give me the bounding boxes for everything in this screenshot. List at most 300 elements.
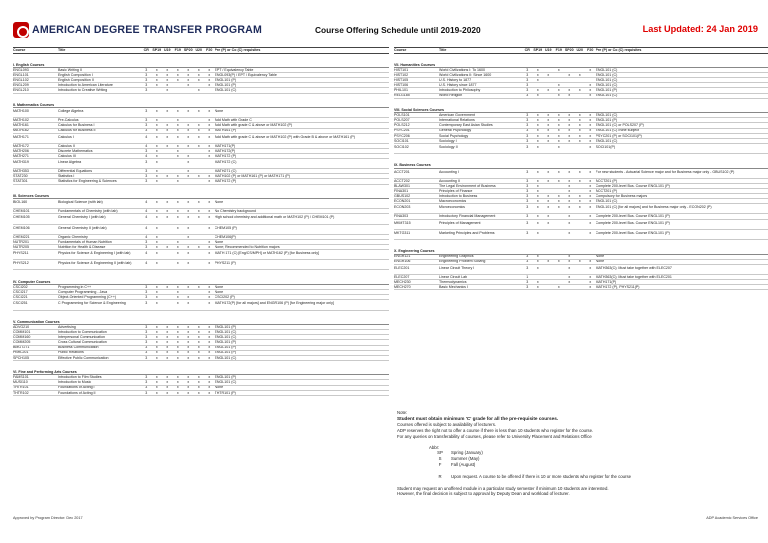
course-title: World Civilizations II: Since 1600: [439, 73, 492, 78]
term-offered-mark: x: [176, 375, 179, 380]
program-name: AMERICAN DEGREE TRANSFER PROGRAM: [32, 23, 263, 36]
credit-hours: 3: [145, 301, 148, 306]
term-offered-mark: x: [197, 380, 200, 385]
term-offered-mark: x: [166, 134, 169, 139]
section-heading: X. Engineering Courses: [394, 249, 768, 255]
course-code: CHEM105: [13, 215, 30, 220]
term-offered-mark: x: [547, 138, 550, 143]
term-offered-mark: x: [547, 259, 550, 264]
term-offered-mark: x: [536, 265, 539, 270]
credit-hours: 3: [145, 239, 148, 244]
term-offered-mark: x: [166, 78, 169, 83]
term-offered-mark: x: [578, 118, 581, 123]
term-offered-mark: x: [589, 205, 592, 210]
course-code: NUTR205: [13, 245, 29, 249]
term-offered-mark: x: [578, 169, 581, 174]
section-heading: I. English Courses: [13, 63, 389, 69]
course-code: BMGT271: [13, 345, 30, 350]
term-offered-mark: x: [208, 295, 211, 300]
course-title: The Legal Environment of Business: [439, 183, 496, 188]
term-offered-mark: x: [155, 154, 158, 158]
course-title: Sociology I: [439, 138, 457, 143]
course-title: U.S. History since 1877: [439, 83, 477, 88]
term-offered-mark: x: [536, 68, 539, 72]
course-title: American Government: [439, 113, 475, 118]
credit-hours: 3: [526, 93, 529, 98]
credit-hours: 3: [145, 123, 148, 128]
abbr-key: S: [438, 456, 442, 462]
term-offered-mark: x: [187, 335, 190, 340]
course-row: [13, 159, 389, 169]
term-offered-mark: x: [155, 160, 158, 165]
footer-approval: Approved by Program Director: Dec 2017: [13, 516, 83, 520]
col-cr: CR: [524, 48, 530, 53]
section-heading: VII. Humanities Courses: [394, 63, 768, 69]
term-offered-mark: x: [578, 138, 581, 143]
abbr-label: Abbr:: [429, 444, 440, 450]
term-offered-mark: x: [155, 179, 158, 184]
term-offered-mark: x: [197, 345, 200, 350]
term-offered-mark: x: [187, 251, 190, 256]
course-code: MATH161: [13, 123, 29, 128]
course-code: SOCI102: [394, 144, 409, 149]
term-offered-mark: x: [536, 214, 539, 219]
term-offered-mark: x: [176, 200, 179, 205]
course-title: Basic Writing II: [58, 68, 82, 72]
term-offered-mark: x: [547, 178, 550, 183]
page-header: [13, 20, 758, 42]
term-offered-mark: x: [208, 375, 211, 380]
course-title: Macroeconomics: [439, 199, 467, 204]
course-code: CSCI221: [13, 295, 28, 300]
term-offered-mark: x: [155, 234, 158, 239]
course-title: Calculus I: [58, 134, 74, 139]
prerequisite: THTR101 (P): [214, 390, 236, 395]
prerequisite: ENGL101 (P): [214, 83, 237, 88]
term-offered-mark: x: [208, 340, 211, 345]
term-offered-mark: x: [176, 128, 179, 133]
note-line: ADP reserves the right not to offer a course if there is less than 10 students who register for the course.: [397, 427, 594, 433]
term-offered-mark: x: [589, 93, 592, 98]
course-title: Effective Public Communication: [58, 355, 109, 360]
course-code: PHYS212: [13, 261, 29, 266]
credit-hours: 3: [145, 380, 148, 385]
term-offered-mark: x: [589, 285, 592, 289]
term-offered-mark: x: [557, 285, 560, 289]
term-offered-mark: x: [187, 109, 190, 114]
credit-hours: 3: [526, 118, 529, 123]
col-prereq: Pre (P) or Co (C) requisites: [595, 48, 642, 53]
prerequisite: None; Recommended to Nutrition majors: [214, 245, 280, 249]
course-code: ACCT201: [394, 169, 410, 174]
note-line: Courses offered is subject to availability of lecturers.: [397, 422, 497, 428]
term-offered-mark: x: [166, 330, 169, 335]
course-code: NUTR201: [13, 239, 29, 244]
term-offered-mark: x: [578, 194, 581, 198]
term-offered-mark: x: [197, 355, 200, 360]
course-title: Introductory Financial Management: [439, 214, 496, 219]
term-offered-mark: x: [557, 118, 560, 123]
course-code: ENGR106: [394, 259, 411, 264]
term-offered-mark: x: [547, 113, 550, 118]
prerequisite: ENGL101 (P): [214, 340, 237, 345]
term-offered-mark: x: [176, 380, 179, 385]
prerequisite: None: [214, 385, 224, 390]
course-title: Public Relations: [58, 350, 84, 355]
prerequisite: ENGL101 (P): [214, 325, 237, 330]
course-title: Microeconomics: [439, 205, 465, 210]
term-offered-mark: x: [187, 325, 190, 330]
term-offered-mark: x: [187, 174, 190, 179]
term-offered-mark: x: [589, 68, 592, 72]
term-offered-mark: x: [547, 133, 550, 138]
term-offered-mark: x: [547, 169, 550, 174]
term-offered-mark: x: [536, 88, 539, 93]
term-offered-mark: x: [536, 118, 539, 123]
term-offered-mark: x: [578, 73, 581, 78]
prerequisite: None: [595, 259, 605, 264]
term-offered-mark: x: [208, 73, 211, 78]
course-title: Calculus II: [58, 143, 75, 148]
course-code: MATH172: [13, 143, 29, 148]
course-row: [394, 94, 768, 99]
course-title: Basic Mechanics I: [439, 285, 468, 289]
col-term: SP20: [564, 48, 574, 53]
credit-hours: 3: [526, 133, 529, 138]
course-row: [13, 391, 389, 396]
course-row: [13, 260, 389, 270]
term-offered-mark: x: [208, 335, 211, 340]
term-offered-mark: x: [155, 385, 158, 390]
term-offered-mark: x: [166, 209, 169, 214]
course-code: ENGL101: [13, 73, 29, 78]
term-offered-mark: x: [166, 335, 169, 340]
course-title: English Composition I: [58, 73, 93, 78]
course-title: College Algebra: [58, 109, 84, 114]
term-offered-mark: x: [187, 68, 190, 72]
prerequisite: MATH172 (C): [214, 160, 237, 165]
term-offered-mark: x: [208, 83, 211, 88]
logo-icon: [13, 22, 29, 38]
term-offered-mark: x: [187, 160, 190, 165]
credit-hours: 3: [145, 174, 148, 179]
term-offered-mark: x: [155, 380, 158, 385]
prerequisite: ACCT201 (P): [595, 188, 618, 193]
credit-hours: 3: [145, 109, 148, 114]
term-offered-mark: x: [557, 169, 560, 174]
term-offered-mark: x: [536, 169, 539, 174]
term-offered-mark: x: [589, 194, 592, 198]
term-offered-mark: x: [197, 340, 200, 345]
course-row: [13, 214, 389, 224]
term-offered-mark: x: [187, 245, 190, 249]
term-offered-mark: x: [155, 350, 158, 355]
term-offered-mark: x: [536, 254, 539, 259]
term-offered-mark: x: [557, 178, 560, 183]
abbreviation-key: [429, 445, 747, 480]
term-offered-mark: x: [197, 88, 200, 93]
term-offered-mark: x: [197, 375, 200, 380]
term-offered-mark: x: [536, 178, 539, 183]
term-offered-mark: x: [536, 93, 539, 98]
term-offered-mark: x: [536, 78, 539, 83]
term-offered-mark: x: [176, 335, 179, 340]
course-code: THTR102: [13, 390, 29, 395]
course-code: COMM205: [13, 340, 31, 345]
term-offered-mark: x: [568, 194, 571, 198]
term-offered-mark: x: [208, 345, 211, 350]
term-offered-mark: x: [208, 285, 211, 289]
term-offered-mark: x: [155, 128, 158, 133]
credit-hours: 3: [526, 214, 529, 219]
term-offered-mark: x: [197, 174, 200, 179]
term-offered-mark: x: [208, 109, 211, 114]
term-offered-mark: x: [155, 245, 158, 249]
term-offered-mark: x: [176, 295, 179, 300]
credit-hours: 3: [526, 194, 529, 198]
abbr-value: Summer (May): [451, 456, 480, 462]
term-offered-mark: x: [155, 285, 158, 289]
term-offered-mark: x: [568, 113, 571, 118]
term-offered-mark: x: [536, 259, 539, 264]
term-offered-mark: x: [166, 143, 169, 148]
credit-hours: 3: [145, 330, 148, 335]
term-offered-mark: x: [166, 245, 169, 249]
term-offered-mark: x: [536, 199, 539, 204]
term-offered-mark: x: [176, 78, 179, 83]
prerequisite: MATH171(P): [595, 279, 617, 284]
course-code: HIST102: [394, 73, 409, 78]
term-offered-mark: x: [589, 138, 592, 143]
course-code: MATH102: [13, 118, 29, 123]
term-offered-mark: x: [197, 209, 200, 214]
left-sections: [13, 63, 389, 396]
course-code: FAMS101: [13, 375, 29, 380]
course-row: [394, 265, 768, 275]
abbr-value: Fall (August): [451, 461, 476, 467]
term-offered-mark: x: [155, 239, 158, 244]
prerequisite: ENGL093(P) / EPT / Equivalency Table: [214, 73, 277, 78]
prerequisite: ENGL101 (C): [214, 330, 237, 335]
abbr-value: Spring (January): [451, 450, 483, 456]
term-offered-mark: x: [589, 113, 592, 118]
credit-hours: 3: [145, 325, 148, 330]
abbr-key: SP: [437, 450, 443, 456]
course-code: GBUS102: [394, 194, 411, 198]
term-offered-mark: x: [176, 251, 179, 256]
course-title: Interpersonal Communication: [58, 335, 105, 340]
course-title: C Programming for Science & Engineering: [58, 301, 126, 306]
term-offered-mark: x: [568, 205, 571, 210]
prerequisite: MATH 171 (C) [Eng/CS/MPH] or MATH162 (P) [for Business only]: [214, 251, 320, 256]
credit-hours: 3: [145, 169, 148, 174]
credit-hours: 3: [145, 83, 148, 88]
course-title: General Chemistry I (with lab): [58, 215, 106, 220]
term-offered-mark: x: [187, 375, 190, 380]
term-offered-mark: x: [208, 154, 211, 158]
prerequisite: ENGL101 (C) /Nine subject: [595, 128, 640, 133]
credit-hours: 3: [526, 123, 529, 128]
term-offered-mark: x: [187, 215, 190, 220]
course-code: SPCH105: [13, 355, 29, 360]
term-offered-mark: x: [547, 118, 550, 123]
term-offered-mark: x: [557, 144, 560, 149]
course-code: FINA303: [394, 214, 409, 219]
credit-hours: 3: [526, 205, 529, 210]
term-offered-mark: x: [166, 375, 169, 380]
prerequisite: ENGL101 (C): [595, 113, 618, 118]
term-offered-mark: x: [568, 93, 571, 98]
course-title: Engineering Problem Solving: [439, 259, 486, 264]
course-title: Social Psychology: [439, 133, 469, 138]
prerequisite: None: [214, 285, 224, 289]
credit-hours: 4: [145, 134, 148, 139]
term-offered-mark: x: [568, 265, 571, 270]
term-offered-mark: x: [155, 78, 158, 83]
term-offered-mark: x: [208, 200, 211, 205]
section-heading: V. Communication Courses: [13, 320, 389, 326]
term-offered-mark: x: [208, 355, 211, 360]
abbr-row: [429, 474, 747, 480]
course-title: Physics for Science & Engineering I (with lab): [58, 251, 131, 256]
course-code: COMM101: [13, 330, 31, 335]
credit-hours: 3: [526, 138, 529, 143]
term-offered-mark: x: [568, 133, 571, 138]
credit-hours: 3: [145, 285, 148, 289]
term-offered-mark: x: [578, 123, 581, 128]
course-title: Linear Circuit Lab: [439, 274, 468, 279]
credit-hours: 4: [145, 215, 148, 220]
col-prereq: Pre (P) or Co (C) requisites: [214, 48, 261, 53]
credit-hours: 3: [145, 88, 148, 93]
course-row: [394, 230, 768, 240]
term-offered-mark: x: [176, 215, 179, 220]
term-offered-mark: x: [208, 123, 211, 128]
credit-hours: 3: [526, 88, 529, 93]
term-offered-mark: x: [208, 143, 211, 148]
term-offered-mark: x: [176, 330, 179, 335]
credit-hours: 3: [526, 144, 529, 149]
course-title: Linear Circuit Theory I: [439, 265, 475, 270]
page-title: Course Offering Schedule until 2019-2020: [315, 25, 481, 35]
course-title: Accounting I: [439, 169, 459, 174]
course-code: MATH319: [13, 160, 29, 165]
course-title: Engineering Graphics: [439, 254, 474, 259]
prerequisite: Compulsory for Business majors: [595, 194, 648, 198]
credit-hours: 3: [145, 345, 148, 350]
course-code: PSYC206: [394, 133, 410, 138]
course-title: Object-Oriented Programming (C++): [58, 295, 117, 300]
credit-hours: 4: [145, 209, 148, 214]
note-line: Student must obtain minimum 'C' grade for all the pre-requisite courses.: [397, 415, 559, 421]
course-code: MKMT315: [394, 220, 411, 225]
term-offered-mark: x: [197, 330, 200, 335]
term-offered-mark: x: [187, 143, 190, 148]
course-code: ENGL102: [13, 78, 29, 83]
term-offered-mark: x: [589, 118, 592, 123]
prerequisite: ENGL101 (P): [214, 375, 237, 380]
course-title: Marketing Principles and Problems: [439, 230, 495, 235]
course-title: Fundamentals of Chemistry (with lab): [58, 209, 118, 214]
term-offered-mark: x: [155, 123, 158, 128]
course-code: STAT230: [13, 174, 28, 179]
term-offered-mark: x: [155, 340, 158, 345]
prerequisite: MATH172 (P): [214, 154, 237, 158]
term-offered-mark: x: [208, 128, 211, 133]
prerequisite: MATH363(C); Must take together with ELEC201: [595, 274, 672, 279]
term-offered-mark: x: [589, 183, 592, 188]
course-code: ADVG210: [13, 325, 30, 330]
term-offered-mark: x: [589, 214, 592, 219]
term-offered-mark: x: [208, 174, 211, 179]
term-offered-mark: x: [155, 375, 158, 380]
prerequisite: MATH172(P): [214, 148, 236, 153]
credit-hours: 3: [526, 220, 529, 225]
term-offered-mark: x: [208, 385, 211, 390]
term-offered-mark: x: [547, 88, 550, 93]
prerequisite: Complete 200-level Bus. Course ENGL101 (P): [595, 214, 670, 219]
term-offered-mark: x: [176, 118, 179, 123]
term-offered-mark: x: [176, 290, 179, 295]
prerequisite: ENGL101 (C): [214, 355, 237, 360]
prerequisite: ENGL101 (C): [595, 78, 618, 83]
course-title: Biological Science (with lab): [58, 200, 103, 205]
term-offered-mark: x: [568, 123, 571, 128]
credit-hours: 3: [145, 78, 148, 83]
term-offered-mark: x: [589, 88, 592, 93]
course-row: [13, 356, 389, 361]
course-code: CHEM106: [13, 225, 30, 230]
term-offered-mark: x: [166, 200, 169, 205]
credit-hours: 3: [526, 279, 529, 284]
term-offered-mark: x: [155, 215, 158, 220]
term-offered-mark: x: [197, 325, 200, 330]
term-offered-mark: x: [197, 78, 200, 83]
course-title: Introduction to Business: [439, 194, 478, 198]
term-offered-mark: x: [155, 290, 158, 295]
course-code: THTR101: [13, 385, 29, 390]
term-offered-mark: x: [197, 68, 200, 72]
term-offered-mark: x: [589, 199, 592, 204]
course-title: Principles of Management: [439, 220, 481, 225]
prerequisite: MATH161 (P): [214, 128, 237, 133]
prerequisite: MATH363(C); Must take together with ELEC207: [595, 265, 672, 270]
term-offered-mark: x: [536, 128, 539, 133]
term-offered-mark: x: [589, 259, 592, 264]
term-offered-mark: x: [176, 68, 179, 72]
term-offered-mark: x: [176, 245, 179, 249]
term-offered-mark: x: [547, 214, 550, 219]
prerequisite: ENGL101 (P): [595, 88, 618, 93]
term-offered-mark: x: [166, 128, 169, 133]
course-row: [13, 179, 389, 184]
prerequisite: No Chemistry background: [214, 209, 257, 214]
course-title: Calculus for Business II: [58, 128, 96, 133]
section-heading: IX. Business Courses: [394, 163, 768, 169]
term-offered-mark: x: [176, 285, 179, 289]
term-offered-mark: x: [589, 123, 592, 128]
col-term: U19: [163, 48, 171, 53]
credit-hours: 3: [145, 160, 148, 165]
credit-hours: 3: [526, 259, 529, 264]
prerequisite: High school chemistry and additional math or MATH102 (P) / CHEM101 (P): [214, 215, 335, 220]
course-code: ELEC207: [394, 274, 410, 279]
credit-hours: 3: [526, 265, 529, 270]
course-row: [394, 204, 768, 214]
term-offered-mark: x: [187, 330, 190, 335]
term-offered-mark: x: [547, 123, 550, 128]
course-title: International Relations: [439, 118, 475, 123]
